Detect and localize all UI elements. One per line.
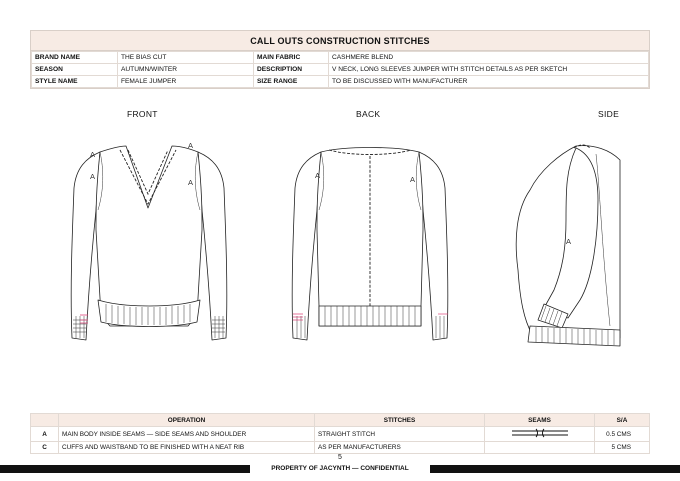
spec-value: THE BIAS CUT xyxy=(118,52,254,64)
seam-diagram-cell xyxy=(485,427,595,442)
side-view-label: SIDE xyxy=(598,109,620,119)
operation-text: MAIN BODY INSIDE SEAMS — SIDE SEAMS AND SHOULDER xyxy=(59,427,315,442)
stitch-type: AS PER MANUFACTURERS xyxy=(315,442,485,454)
page-number: 5 xyxy=(338,454,342,461)
sa-header: S/A xyxy=(595,414,650,427)
seam-allowance: 0.5 CMS xyxy=(595,427,650,442)
spec-key: SIZE RANGE xyxy=(254,76,329,88)
callout-label: A xyxy=(188,178,194,187)
seam-diagram-cell xyxy=(485,442,595,454)
callout-label: A xyxy=(188,141,194,150)
footer-bar-right xyxy=(430,465,680,473)
stitch-type: STRAIGHT STITCH xyxy=(315,427,485,442)
operation-code: C xyxy=(31,442,59,454)
front-jumper-drawing xyxy=(64,130,234,350)
callout-label: A xyxy=(90,150,96,159)
spec-key: DESCRIPTION xyxy=(254,64,329,76)
spec-value: V NECK, LONG SLEEVES JUMPER WITH STITCH DETAILS AS PER SKETCH xyxy=(329,64,649,76)
plain-seam-icon xyxy=(510,427,570,439)
left-sleeve xyxy=(71,152,100,340)
spec-row xyxy=(32,76,649,88)
back-sketch xyxy=(285,130,455,350)
page-title: CALL OUTS CONSTRUCTION STITCHES xyxy=(31,31,649,51)
side-sketch xyxy=(510,130,640,355)
spec-key: SEASON xyxy=(32,64,118,76)
front-sketch xyxy=(64,130,234,350)
body xyxy=(96,146,202,326)
table-row xyxy=(31,442,650,454)
code-header xyxy=(31,414,59,427)
operation-code: A xyxy=(31,427,59,442)
callout-label: A xyxy=(410,175,416,184)
footer-confidential-text: PROPERTY OF JACYNTH — CONFIDENTIAL xyxy=(271,465,409,472)
front-view-label: FRONT xyxy=(127,109,158,119)
back-view-label: BACK xyxy=(356,109,381,119)
callout-label: A xyxy=(90,172,96,181)
waistband xyxy=(319,306,421,326)
seams-header: SEAMS xyxy=(485,414,595,427)
callout-label: A xyxy=(566,237,572,246)
spec-key: STYLE NAME xyxy=(32,76,118,88)
spec-value: CASHMERE BLEND xyxy=(329,52,649,64)
operations-header-row xyxy=(31,414,650,427)
side-jumper-drawing xyxy=(510,130,640,355)
right-sleeve xyxy=(419,152,448,340)
footer-bar-left xyxy=(0,465,250,473)
spec-row xyxy=(32,52,649,64)
operation-header: OPERATION xyxy=(59,414,315,427)
spec-value: FEMALE JUMPER xyxy=(118,76,254,88)
spec-header xyxy=(30,30,650,89)
spec-row xyxy=(32,64,649,76)
spec-key: BRAND NAME xyxy=(32,52,118,64)
stitches-header: STITCHES xyxy=(315,414,485,427)
operations-table xyxy=(30,413,650,454)
right-sleeve xyxy=(198,152,227,340)
spec-key: MAIN FABRIC xyxy=(254,52,329,64)
left-sleeve xyxy=(292,152,321,340)
operation-text: CUFFS AND WAISTBAND TO BE FINISHED WITH A NEAT RIB xyxy=(59,442,315,454)
spec-value: AUTUMN/WINTER xyxy=(118,64,254,76)
spec-value: TO BE DISCUSSED WITH MANUFACTURER xyxy=(329,76,649,88)
callout-label: A xyxy=(315,171,321,180)
seam-allowance: 5 CMS xyxy=(595,442,650,454)
spec-info-table xyxy=(31,51,649,88)
back-jumper-drawing xyxy=(285,130,455,350)
table-row xyxy=(31,427,650,442)
